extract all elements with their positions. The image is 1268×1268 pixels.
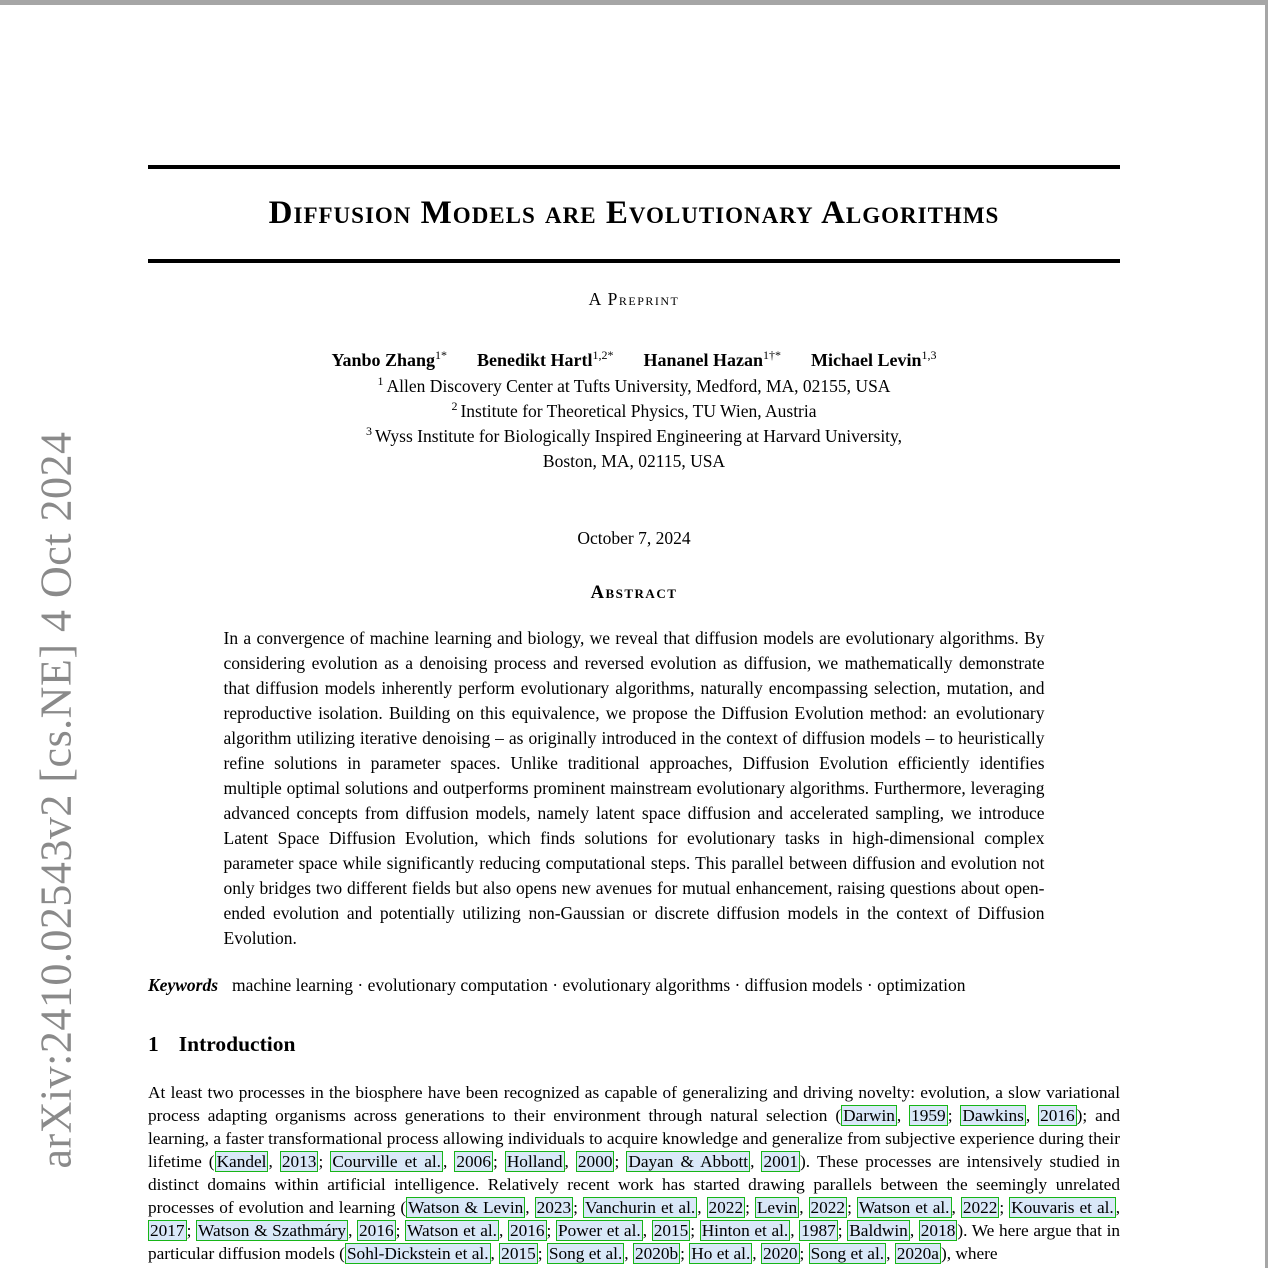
author: [644, 350, 782, 371]
keywords-label: Keywords: [148, 975, 218, 995]
author-name: Michael Levin: [811, 350, 922, 370]
citation-link[interactable]: 2017: [150, 1221, 185, 1240]
section-heading-introduction: [148, 1032, 1120, 1057]
author: [331, 350, 447, 371]
citation-link[interactable]: Song et al.: [810, 1244, 885, 1263]
author-name: Benedikt Hartl: [477, 350, 593, 370]
citation-link[interactable]: Watson & Levin: [408, 1198, 524, 1217]
citation-link[interactable]: 2015: [653, 1221, 689, 1240]
citation-link[interactable]: 2000: [577, 1152, 613, 1171]
citation-link[interactable]: 1959: [911, 1106, 946, 1125]
citation-link[interactable]: Darwin: [843, 1106, 895, 1125]
keywords-text: machine learning · evolutionary computation · evolutionary algorithms · diffusion models · optimization: [232, 975, 966, 995]
citation-link[interactable]: 2020a: [896, 1244, 939, 1263]
citation-link[interactable]: 1987: [801, 1221, 836, 1240]
citation-link[interactable]: 2020b: [634, 1244, 679, 1263]
citation-link[interactable]: Vanchurin et al.: [584, 1198, 696, 1217]
citation-link[interactable]: Baldwin: [849, 1221, 908, 1240]
author-superscript: 1†*: [763, 348, 782, 362]
paper-title: Diffusion Models are Evolutionary Algorithms: [268, 195, 1000, 231]
author-superscript: 1*: [435, 348, 448, 362]
citation-link[interactable]: 2018: [920, 1221, 956, 1240]
citation-link[interactable]: 2022: [708, 1198, 744, 1217]
citation-link[interactable]: 2020: [762, 1244, 798, 1263]
citation-link[interactable]: Power et al.: [558, 1221, 641, 1240]
authors-row: [148, 350, 1120, 371]
citation-link[interactable]: Watson & Szathmáry: [198, 1221, 347, 1240]
affiliation-line: $^3$ Wyss Institute for Biologically Inspired Engineering at Harvard University,: [365, 424, 903, 446]
citation-link[interactable]: Dayan & Abbott: [628, 1152, 749, 1171]
citation-link[interactable]: 2022: [810, 1198, 846, 1217]
author: [477, 350, 614, 371]
author: [811, 350, 937, 371]
affiliations-block: [148, 374, 1120, 474]
citation-link[interactable]: Hinton et al.: [701, 1221, 789, 1240]
author-superscript: 1,2*: [592, 348, 614, 362]
citation-link[interactable]: Courville et al.: [332, 1152, 441, 1171]
citation-link[interactable]: 2016: [509, 1221, 545, 1240]
citation-link[interactable]: Levin: [756, 1198, 798, 1217]
abstract-heading: Abstract: [590, 583, 678, 603]
citation-link[interactable]: 2022: [962, 1198, 998, 1217]
citation-link[interactable]: 2013: [281, 1152, 317, 1171]
affiliation-superscript: 1: [377, 374, 387, 389]
preprint-label: A Preprint: [588, 289, 680, 309]
affiliation-superscript: 3: [365, 424, 375, 439]
intro-paragraph: At least two processes in the biosphere have been recognized as capable of generalizing and driving novelty: evolution, a slow variational process adapting organisms across generations to their environment through natural selection ( Darwin , 1959 ; Dawkins , 2016 ); and learning, a faster transformational process allowing individuals to acquire knowledge and generalize from subjective experience during their lifetime ( Kandel , 2013 ; Courville et al. , 2006 ; Holland , 2000 ; Dayan & Abbott , 2001 ). These processes are intensively studied in distinct domains within artificial intelligence. Relatively recent work has started drawing parallels between the seemingly unrelated processes of evolution and learning ( Watson & Levin , 2023 ; Vanchurin et al. , 2022 ; Levin , 2022 ; Watson et al. , 2022 ; Kouvaris et al. , 2017 ; Watson & Szathmáry , 2016 ; Watson et al. , 2016 ; Power et al. , 2015 ; Hinton et al. , 1987 ; Baldwin , 2018 ). We here argue that in particular diffusion models ( Sohl-Dickstein et al. , 2015 ; Song et al. , 2020b ; Ho et al. , 2020 ; Song et al. , 2020a ), where: [148, 1083, 1121, 1263]
author-name: Yanbo Zhang: [331, 350, 436, 370]
citation-link[interactable]: Sohl-Dickstein et al.: [346, 1244, 489, 1263]
paper-content: [148, 0, 1120, 1265]
citation-link[interactable]: Ho et al.: [691, 1244, 751, 1263]
affiliation-line: Boston, MA, 02115, USA: [542, 451, 726, 471]
arxiv-watermark: arXiv:2410.02543v2 [cs.NE] 4 Oct 2024: [31, 431, 81, 1169]
affiliation-superscript: 2: [451, 399, 461, 414]
abstract-text: In a convergence of machine learning and biology, we reveal that diffusion models are evolutionary algorithms. By considering evolution as a denoising process and reversed evolution as diffusion, we mathematically demonstrate that diffusion models inherently perform evolutionary algorithms, naturally encompassing selection, mutation, and reproductive isolation. Building on this equivalence, we propose the Diffusion Evolution method: an evolutionary algorithm utilizing iterative denoising – as originally introduced in the context of diffusion models – to heuristically refine solutions in parameter spaces. Unlike traditional approaches, Diffusion Evolution efficiently identifies multiple optimal solutions and outperforms prominent mainstream evolutionary algorithms. Furthermore, leveraging advanced concepts from diffusion models, namely latent space diffusion and accelerated sampling, we introduce Latent Space Diffusion Evolution, which finds solutions for evolutionary tasks in high-dimensional complex parameter space while significantly reducing computational steps. This parallel between diffusion and evolution not only bridges two different fields but also opens new avenues for mutual enhancement, raising questions about open-ended evolution and potentially utilizing non-Gaussian or discrete diffusion models in the context of Diffusion Evolution.: [223, 628, 1045, 948]
citation-link[interactable]: 2006: [456, 1152, 491, 1171]
keywords-line: [148, 975, 1120, 996]
citation-link[interactable]: Song et al.: [548, 1244, 623, 1263]
citation-link[interactable]: 2015: [501, 1244, 536, 1263]
citation-link[interactable]: Watson et al.: [407, 1221, 498, 1240]
citation-link[interactable]: 2001: [763, 1152, 799, 1171]
citation-link[interactable]: 2016: [1040, 1106, 1075, 1125]
section-title: Introduction: [178, 1032, 296, 1056]
citation-link[interactable]: Kandel: [216, 1152, 267, 1171]
citation-link[interactable]: Dawkins: [962, 1106, 1024, 1125]
citation-link[interactable]: Watson et al.: [858, 1198, 950, 1217]
affiliation-line: $^1$ Allen Discovery Center at Tufts University, Medford, MA, 02155, USA: [377, 374, 891, 396]
affiliation-line: $^2$ Institute for Theoretical Physics, TU Wien, Austria: [451, 399, 817, 421]
title-rule-bottom: [148, 259, 1120, 263]
citation-link[interactable]: 2023: [536, 1198, 572, 1217]
paper-date: October 7, 2024: [577, 528, 691, 548]
author-name: Hananel Hazan: [643, 350, 764, 370]
section-number: 1: [148, 1032, 159, 1056]
author-superscript: 1,3: [921, 348, 937, 362]
citation-link[interactable]: 2016: [359, 1221, 394, 1240]
citation-link[interactable]: Kouvaris et al.: [1011, 1198, 1114, 1217]
citation-link[interactable]: Holland: [506, 1152, 563, 1171]
